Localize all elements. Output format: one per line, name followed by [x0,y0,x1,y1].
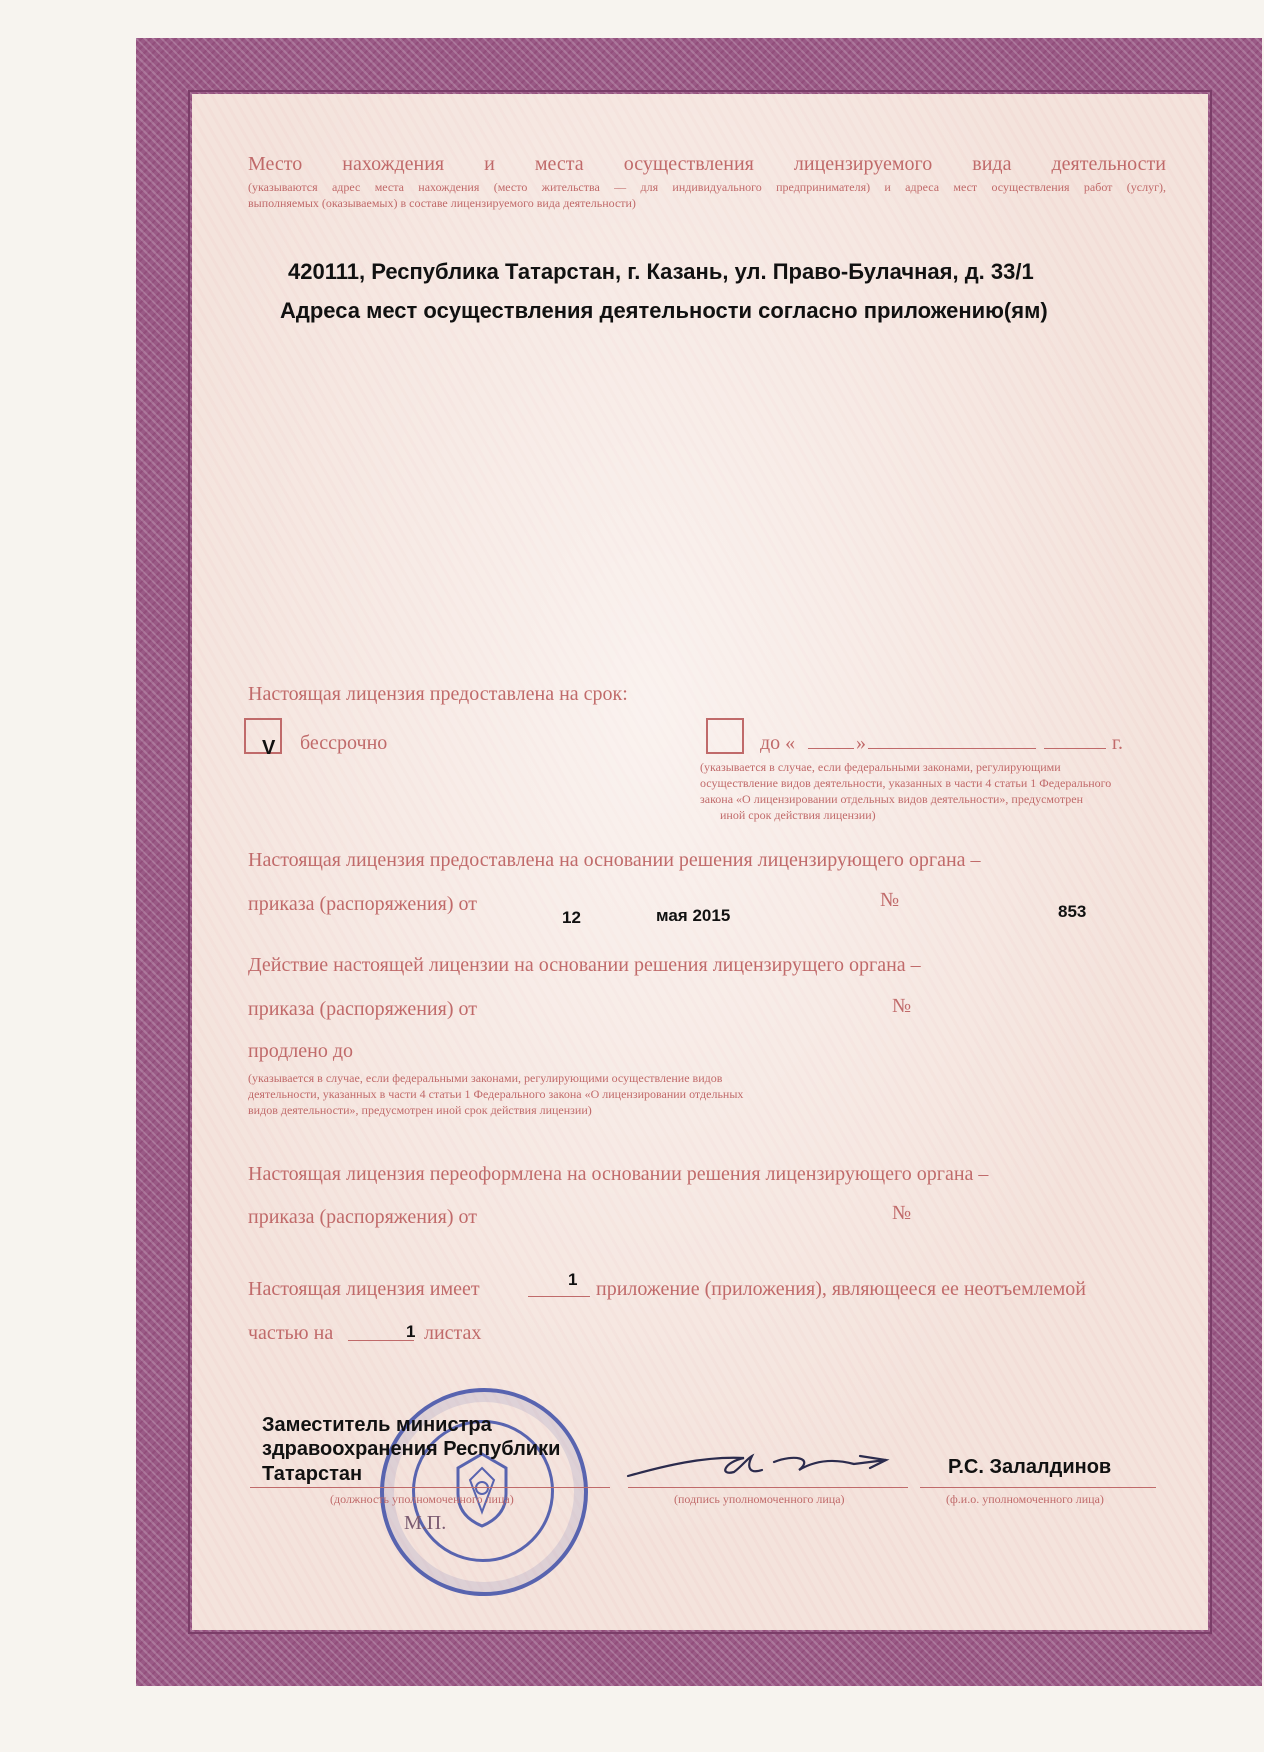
unlimited-label: бессрочно [300,732,388,754]
extension-note-1: (указывается в случае, если федеральными законами, регулирующими осуществление видов [248,1071,723,1085]
extension-no-label: № [892,995,912,1017]
signer-position-2: здравоохранения Республики [262,1438,561,1460]
basis-label: Настоящая лицензия предоставлена на основании решения лицензирующего органа – [248,849,981,871]
reissue-label: Настоящая лицензия переоформлена на основании решения лицензирующего органа – [248,1163,989,1185]
until-note-3: закона «О лицензировании отдельных видов деятельности», предусмотрен [700,792,1083,806]
unlimited-check-mark: V [262,737,276,759]
appendix-sheets-prefix: частью на [248,1322,334,1344]
appendix-prefix: Настоящая лицензия имеет [248,1278,480,1300]
appendix-count: 1 [568,1270,578,1289]
appendix-sheets-suffix: листах [424,1322,482,1344]
until-month-line [868,748,1036,749]
until-suffix: г. [1112,732,1123,754]
header-note-1: (указываются адрес места нахождения (место жительства — для индивидуального предпринимателя) и адреса мест осуществления работ (услуг), [248,180,1166,194]
basis-no-label: № [880,889,900,911]
until-day-line [808,748,854,749]
until-note-4: иной срок действия лицензии) [720,808,876,822]
until-year-line [1044,748,1106,749]
name-caption: (ф.и.о. уполномоченного лица) [946,1492,1104,1506]
appendix-count-line [528,1296,590,1297]
until-checkbox [706,718,744,754]
until-prefix: до « [760,732,796,754]
basis-day: 12 [562,908,581,927]
until-note-2: осуществление видов деятельности, указанных в части 4 статьи 1 Федерального [700,776,1112,790]
address-main: 420111, Республика Татарстан, г. Казань, ул. Право-Булачная, д. 33/1 [288,259,1034,284]
extension-label: Действие настоящей лицензии на основании решения лицензирущего органа – [248,954,921,976]
address-places: Адреса мест осуществления деятельности согласно приложению(ям) [280,298,1048,323]
until-mid: » [856,732,866,754]
extension-order-label: приказа (распоряжения) от [248,998,477,1020]
seal-mp-label: М.П. [404,1512,447,1534]
appendix-sheets: 1 [406,1322,416,1341]
name-line [920,1487,1156,1488]
basis-number: 853 [1058,902,1087,921]
signature-caption: (подпись уполномоченного лица) [674,1492,845,1506]
header-note-2: выполняемых (оказываемых) в составе лицензируемого вида деятельности) [248,196,636,210]
reissue-no-label: № [892,1202,912,1224]
signer-position-1: Заместитель министра [262,1414,492,1436]
coat-of-arms-icon [446,1450,518,1530]
header-title: Место нахождения и места осуществления лицензируемого вида деятельности [248,153,1166,175]
handwritten-signature-icon [624,1436,914,1486]
appendix-suffix: приложение (приложения), являющееся ее неотъемлемой [596,1278,1086,1300]
basis-order-label: приказа (распоряжения) от [248,893,477,915]
signer-name: Р.С. Залалдинов [948,1456,1112,1478]
reissue-order-label: приказа (распоряжения) от [248,1206,477,1228]
extended-until-label: продлено до [248,1040,354,1062]
appendix-sheets-line [348,1340,414,1341]
position-line [250,1487,610,1488]
extension-note-3: видов деятельности», предусмотрен иной срок действия лицензии) [248,1103,592,1117]
signature-line [628,1487,908,1488]
signer-position-3: Татарстан [262,1463,363,1485]
extension-note-2: деятельности, указанных в части 4 статьи 1 Федерального закона «О лицензировании отдельных [248,1087,744,1101]
until-note-1: (указывается в случае, если федеральными законами, регулирующими [700,760,1061,774]
term-label: Настоящая лицензия предоставлена на срок: [248,683,628,705]
position-caption: (должность уполномоченного лица) [330,1492,514,1506]
basis-month-year: мая 2015 [656,906,731,925]
